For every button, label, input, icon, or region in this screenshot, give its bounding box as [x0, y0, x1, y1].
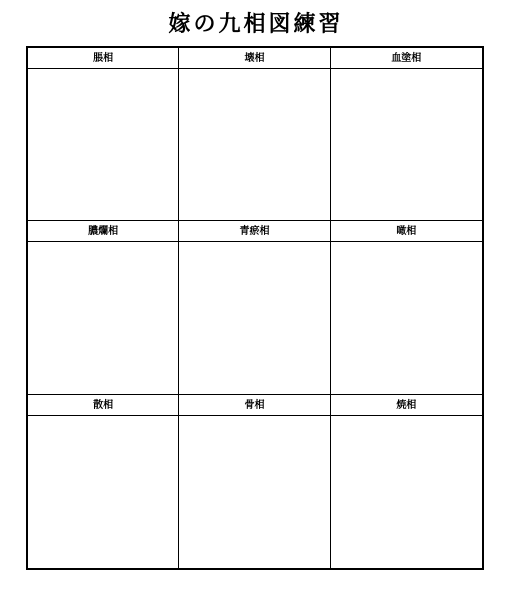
- drawing-area-8[interactable]: [179, 416, 329, 568]
- cell-header-6: 噉相: [331, 221, 482, 242]
- grid-cell-7: [28, 395, 179, 568]
- drawing-area-7[interactable]: [28, 416, 178, 568]
- cell-header-1: 脹相: [28, 48, 178, 69]
- drawing-area-1[interactable]: [28, 69, 178, 220]
- cell-header-8: 骨相: [179, 395, 329, 416]
- drawing-area-6[interactable]: [331, 242, 482, 393]
- grid-cell-5: [179, 221, 330, 394]
- drawing-area-9[interactable]: [331, 416, 482, 568]
- grid-cell-3: [331, 48, 482, 221]
- drawing-area-2[interactable]: [179, 69, 329, 220]
- grid-cell-6: [331, 221, 482, 394]
- grid-cell-8: [179, 395, 330, 568]
- page-title: 嫁の九相図練習: [168, 11, 344, 37]
- cell-header-9: 焼相: [331, 395, 482, 416]
- cell-header-7: 散相: [28, 395, 178, 416]
- drawing-area-5[interactable]: [179, 242, 329, 393]
- cell-header-4: 膿爛相: [28, 221, 178, 242]
- grid-cell-1: [28, 48, 179, 221]
- cell-header-3: 血塗相: [331, 48, 482, 69]
- grid-cell-2: [179, 48, 330, 221]
- grid-cell-4: [28, 221, 179, 394]
- drawing-area-3[interactable]: [331, 69, 482, 220]
- cell-header-5: 青瘀相: [179, 221, 329, 242]
- grid-cell-9: [331, 395, 482, 568]
- practice-grid: [26, 46, 484, 570]
- drawing-area-4[interactable]: [28, 242, 178, 393]
- cell-header-2: 壊相: [179, 48, 329, 69]
